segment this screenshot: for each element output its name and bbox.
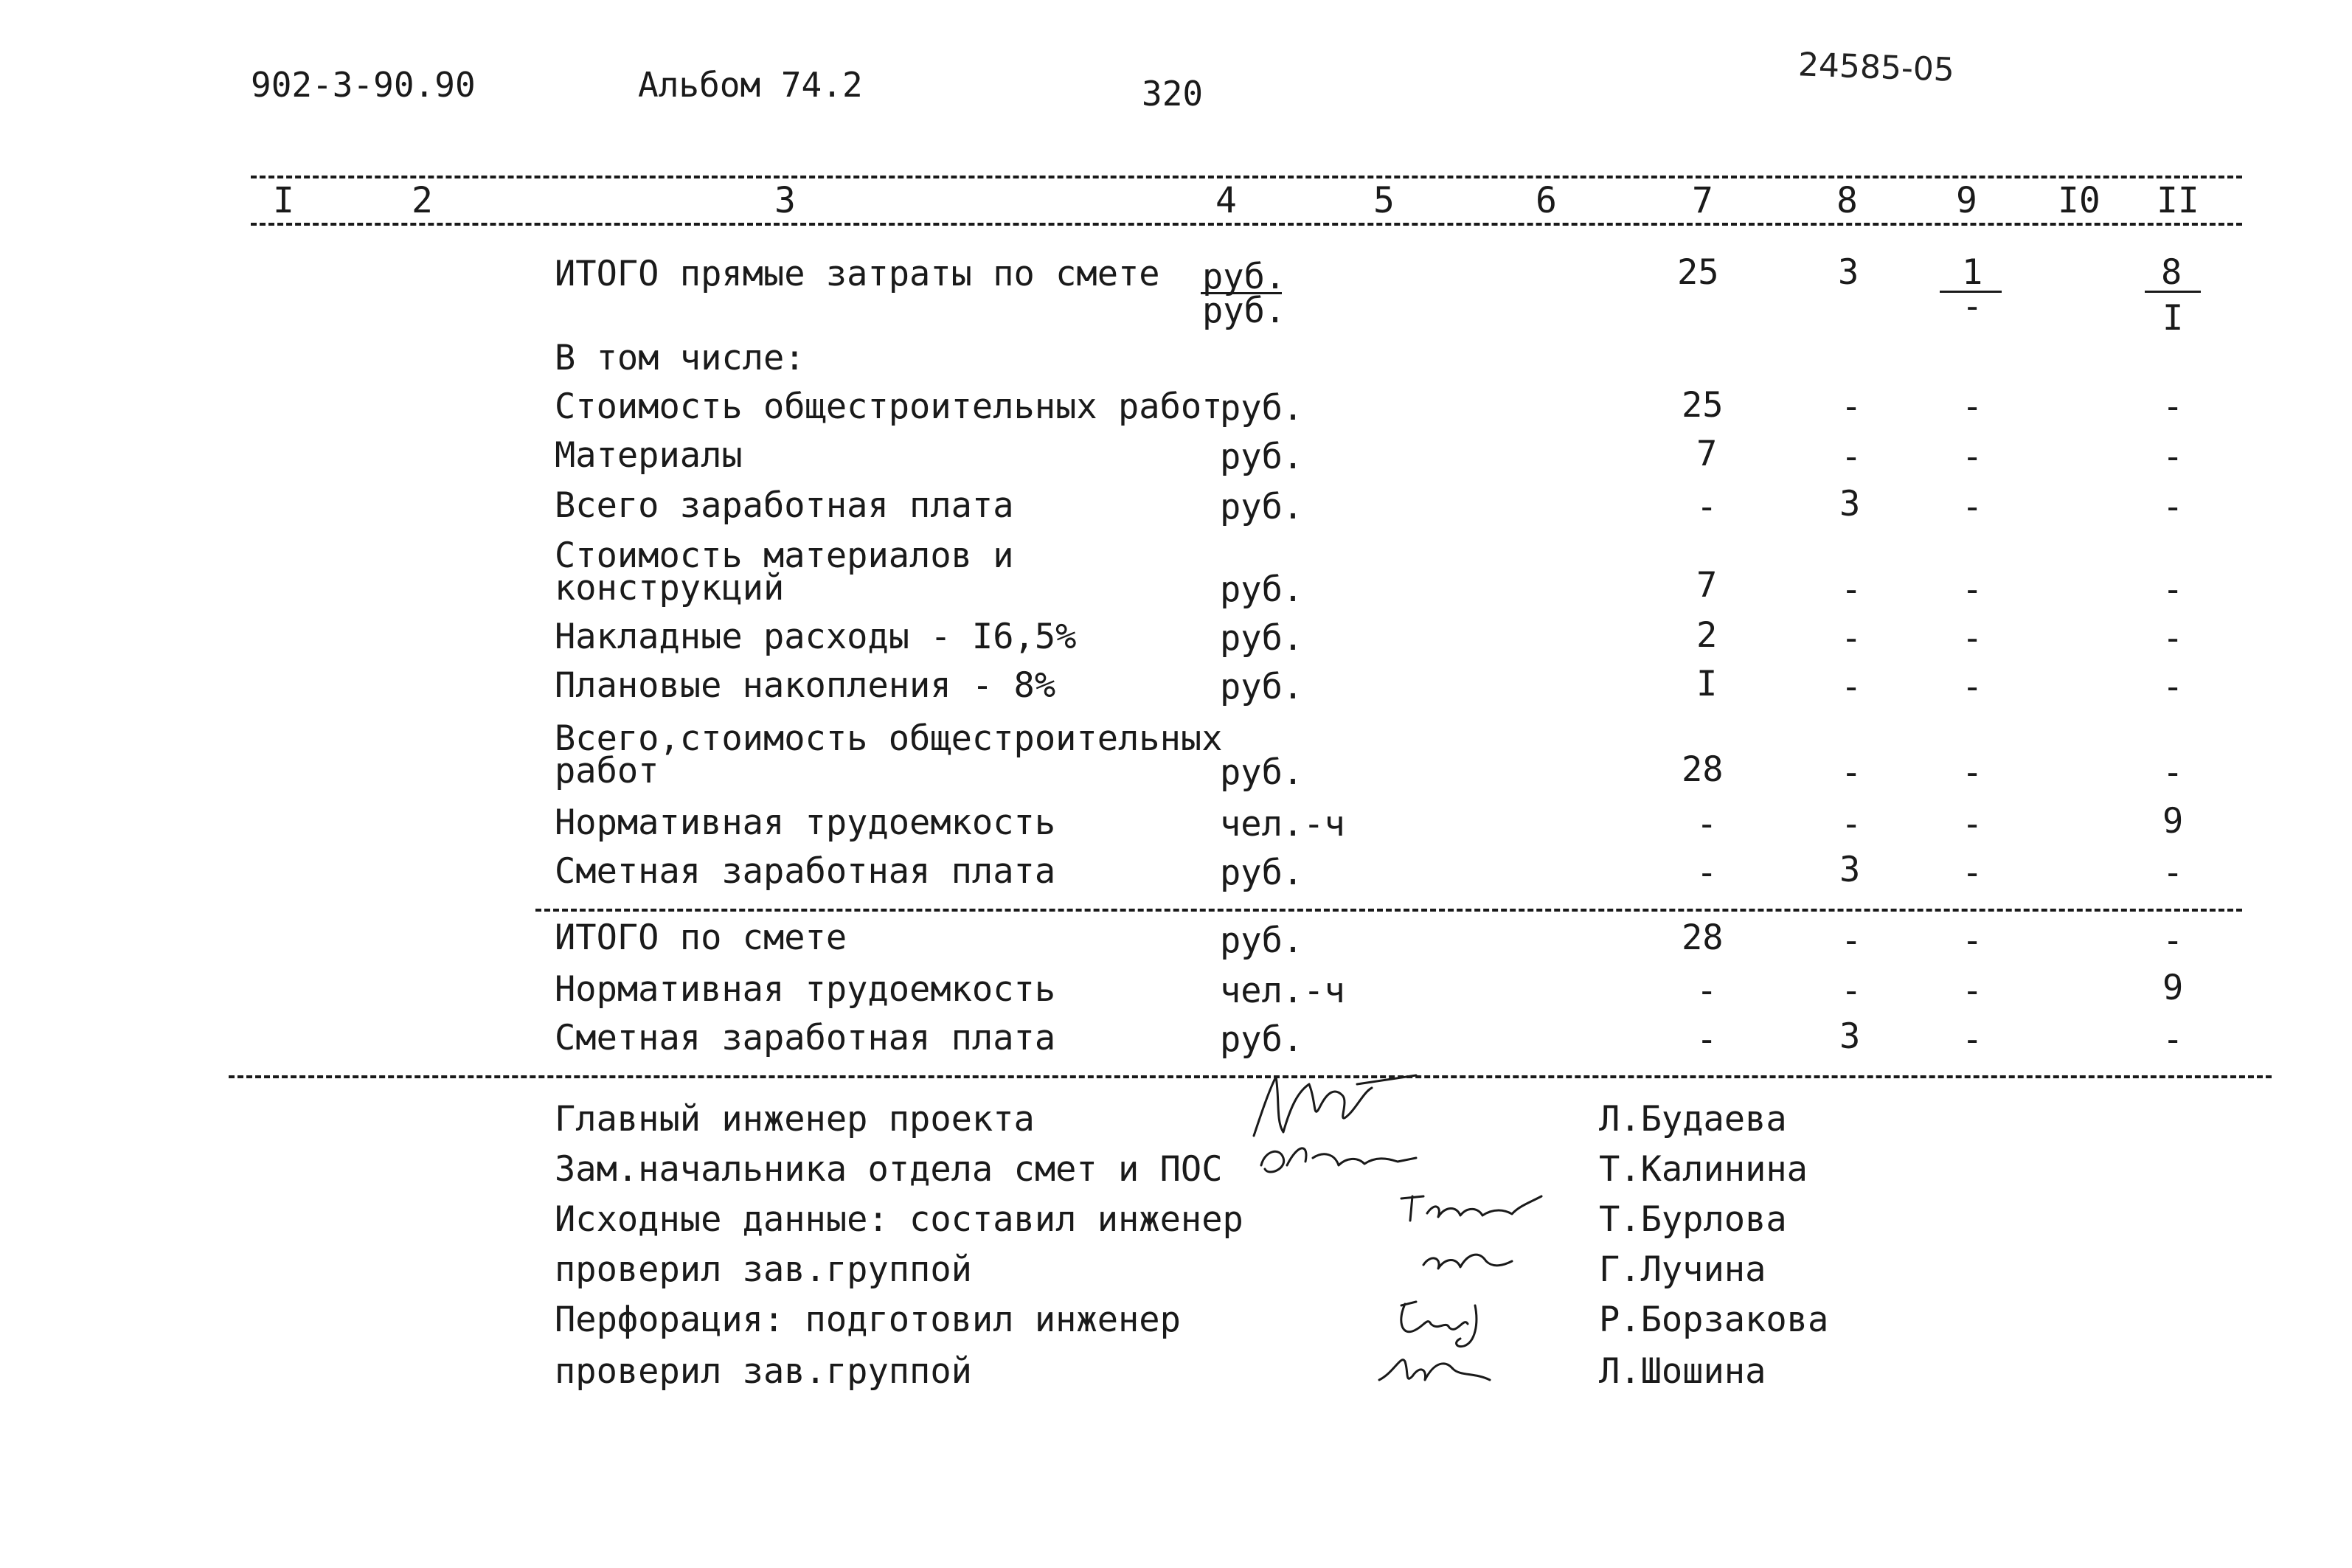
header-top-rule [251, 176, 2242, 178]
row-value-col7: I [1696, 664, 1718, 704]
row-unit: руб. [1220, 388, 1304, 429]
row-value-col7: - [1696, 487, 1718, 527]
row-unit: руб. [1220, 569, 1304, 610]
row-value-col8: 3 [1838, 252, 1859, 293]
col-header-1: I [273, 180, 294, 221]
col-header-5: 5 [1373, 180, 1395, 221]
album-label: Альбом 74.2 [638, 65, 863, 105]
signature-name: Т.Калинина [1599, 1149, 1808, 1190]
row-value-col7: 7 [1696, 434, 1718, 474]
row-unit: руб. [1220, 752, 1304, 793]
signature-name: Т.Бурлова [1599, 1199, 1787, 1240]
row-name: Стоимость общестроительных работ [555, 386, 1223, 427]
row-value-col11: - [2162, 920, 2184, 961]
handwritten-signature [1394, 1187, 1549, 1232]
row-value-col9: - [1962, 569, 1983, 610]
row-value-col7: 25 [1682, 385, 1724, 426]
col11-fraction-line [2145, 291, 2201, 293]
col-header-4: 4 [1215, 180, 1237, 221]
row-value-col9: - [1962, 804, 1983, 844]
col-header-2: 2 [412, 180, 433, 221]
row-value-col9: - [1962, 971, 1983, 1011]
signature-role: Зам.начальника отдела смет и ПОС [555, 1149, 1223, 1190]
signature-name: Л.Будаева [1599, 1099, 1787, 1139]
row-unit: руб. [1220, 487, 1304, 527]
row-name: ИТОГО прямые затраты по смете [555, 254, 1160, 294]
row-value-col8: 3 [1839, 850, 1861, 890]
row-value-col7: 2 [1696, 615, 1718, 656]
row-value-col11: - [2162, 487, 2184, 527]
col-header-8: 8 [1836, 180, 1858, 221]
row-unit-denominator: руб. [1202, 291, 1286, 331]
row-value-col11: - [2162, 569, 2184, 610]
row-value-col8: - [1841, 971, 1862, 1011]
row-unit: руб. [1202, 257, 1286, 297]
signature-role: Исходные данные: составил инженер [555, 1199, 1243, 1240]
row-value-col8: - [1841, 618, 1862, 659]
row-name: ИТОГО по смете [555, 917, 847, 958]
row-value-col9: - [1962, 618, 1983, 659]
row-value-col7: - [1696, 804, 1718, 844]
signature-role: проверил зав.группой [555, 1351, 972, 1392]
row-value-col11: - [2162, 853, 2184, 893]
col-header-6: 6 [1536, 180, 1557, 221]
row-value-col11: - [2162, 1019, 2184, 1060]
row-value-col11: 9 [2162, 801, 2184, 842]
row-value-col11: - [2162, 618, 2184, 659]
row-value-col8: - [1841, 569, 1862, 610]
row-name-continued: работ [555, 751, 659, 791]
row-value-col11: - [2162, 386, 2184, 427]
col-header-3: 3 [774, 180, 796, 221]
row-value-col9: - [1962, 437, 1983, 477]
row-value-col9: - [1962, 386, 1983, 427]
row-unit: руб. [1220, 618, 1304, 659]
handwritten-signature [1372, 1347, 1505, 1391]
row-value-col8: - [1841, 386, 1862, 427]
row-unit: чел.-ч [1220, 971, 1345, 1011]
row-unit: руб. [1220, 1019, 1304, 1060]
row-value-col8: - [1841, 667, 1862, 707]
signature-role: Главный инженер проекта [555, 1099, 1035, 1139]
row-value-col7: 7 [1696, 565, 1718, 606]
col-header-9: 9 [1956, 180, 1977, 221]
row-value-col11: 9 [2162, 968, 2184, 1008]
row-unit: чел.-ч [1220, 804, 1345, 844]
row-name: Нормативная трудоемкость [555, 969, 1056, 1010]
row-value-col11: 8 [2161, 252, 2182, 293]
row-unit: руб. [1220, 920, 1304, 961]
row-value-col8: - [1841, 437, 1862, 477]
row-value-col9: - [1962, 920, 1983, 961]
row-value-col9: 1 [1962, 252, 1983, 293]
row-unit: руб. [1220, 667, 1304, 707]
row-value-col9: - [1962, 853, 1983, 893]
page-number: 320 [1142, 74, 1204, 114]
row-name: Плановые накопления - 8% [555, 665, 1056, 706]
col-header-10: I0 [2058, 180, 2101, 221]
row-value-col9: - [1962, 487, 1983, 527]
row-value-col8: 3 [1839, 484, 1861, 524]
row-value-col7: 25 [1677, 252, 1719, 293]
signature-role: проверил зав.группой [555, 1249, 972, 1290]
inventory-number: 24585-05 [1797, 46, 1955, 89]
row-name: Сметная заработная плата [555, 851, 1056, 892]
row-value-col9: - [1962, 667, 1983, 707]
handwritten-signature [1254, 1136, 1423, 1187]
subtotal-rule [535, 909, 2242, 912]
row-unit: руб. [1220, 437, 1304, 477]
row-value-col11-denominator: I [2162, 298, 2184, 339]
row-value-col9-denominator: - [1962, 286, 1983, 327]
row-value-col8: - [1841, 752, 1862, 793]
row-value-col7: - [1696, 1019, 1718, 1060]
row-name: В том числе: [555, 338, 805, 378]
col-header-7: 7 [1692, 180, 1713, 221]
signature-name: Г.Лучина [1599, 1249, 1766, 1290]
row-name: Стоимость материалов и [555, 535, 1014, 576]
col-header-11: II [2157, 180, 2199, 221]
row-name: Сметная заработная плата [555, 1018, 1056, 1058]
row-value-col9: - [1962, 1019, 1983, 1060]
row-name: Накладные расходы - I6,5% [555, 617, 1077, 657]
row-name: Всего заработная плата [555, 485, 1014, 526]
row-name-continued: конструкций [555, 568, 785, 608]
row-value-col7: 28 [1682, 917, 1724, 958]
row-value-col7: 28 [1682, 749, 1724, 790]
signature-name: Р.Борзакова [1599, 1300, 1829, 1340]
row-value-col7: - [1696, 971, 1718, 1011]
row-value-col11: - [2162, 437, 2184, 477]
row-value-col8: - [1841, 804, 1862, 844]
signature-role: Перфорация: подготовил инженер [555, 1300, 1181, 1340]
row-unit: руб. [1220, 853, 1304, 893]
handwritten-signature [1416, 1239, 1519, 1276]
signature-name: Л.Шошина [1599, 1351, 1766, 1392]
row-value-col9: - [1962, 752, 1983, 793]
row-value-col11: - [2162, 667, 2184, 707]
header-bottom-rule [251, 223, 2242, 226]
row-value-col11: - [2162, 752, 2184, 793]
row-name: Всего,стоимость общестроительных [555, 718, 1223, 759]
row-name: Нормативная трудоемкость [555, 802, 1056, 843]
doc-code: 902-3-90.90 [251, 65, 476, 105]
row-name: Материалы [555, 435, 743, 476]
row-value-col8: - [1841, 920, 1862, 961]
row-value-col7: - [1696, 853, 1718, 893]
row-value-col8: 3 [1839, 1016, 1861, 1057]
